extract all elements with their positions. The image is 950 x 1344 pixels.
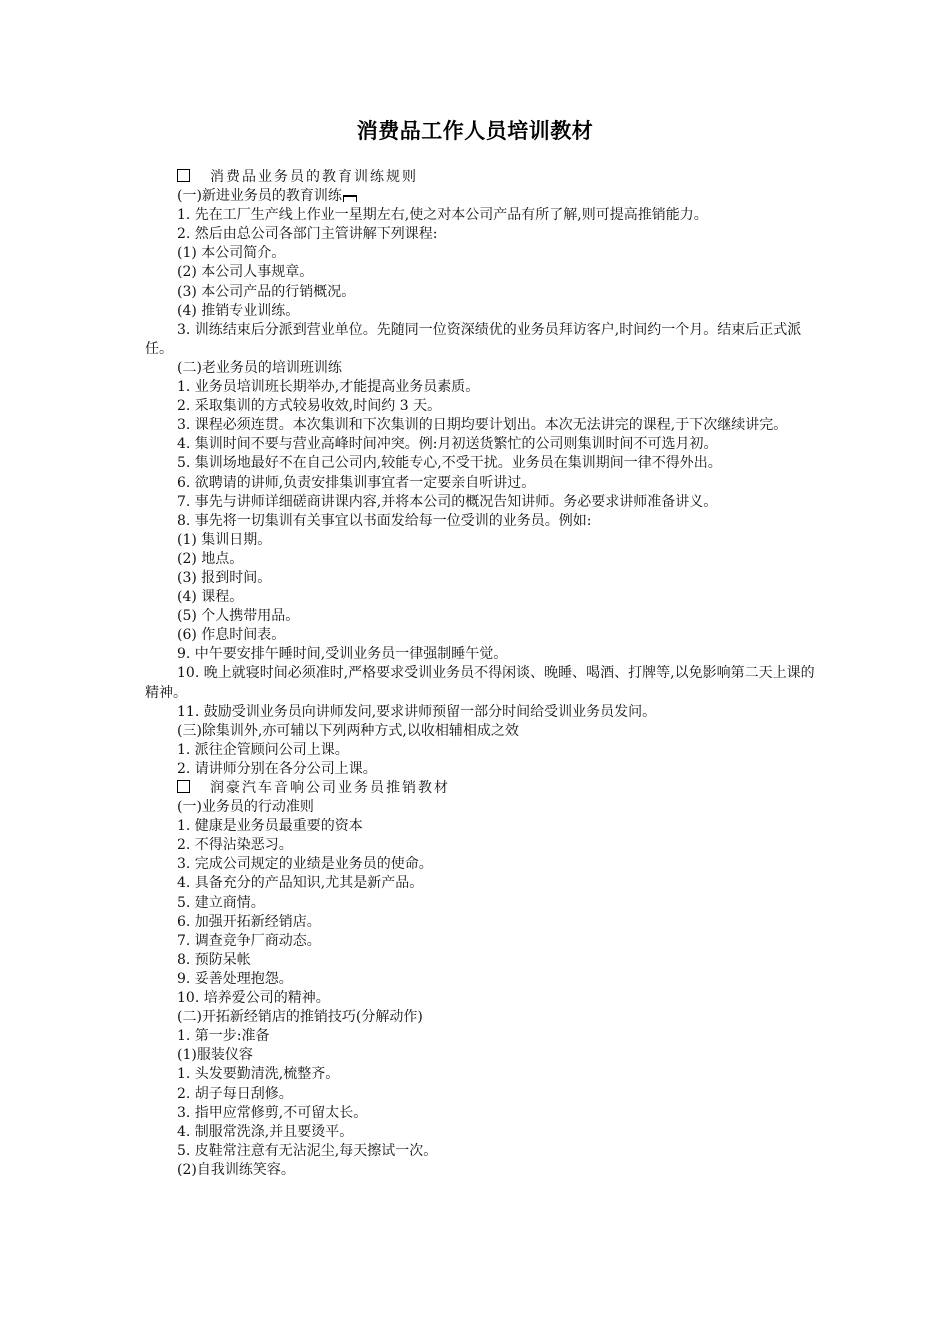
section-heading-text: 消费品业务员的教育训练规则 (210, 169, 418, 185)
paragraph: 6. 欲聘请的讲师,负责安排集训事宜者一定要亲自听讲过。 (177, 474, 536, 491)
list-item: 5. 皮鞋常注意有无沾泥尘,每天擦试一次。 (177, 1142, 438, 1159)
list-item: 1. 派往企管顾问公司上课。 (177, 741, 349, 758)
text-cursor-mark-icon (343, 195, 357, 202)
subsection-heading-text: (一)新进业务员的教育训练 (177, 188, 342, 205)
paragraph: 1. 业务员培训班长期举办,才能提高业务员素质。 (177, 379, 480, 396)
document-title: 消费品工作人员培训教材 (356, 119, 594, 143)
subsection-heading: (一)业务员的行动准则 (177, 799, 314, 816)
subsection-heading: (二)老业务员的培训班训练 (177, 359, 342, 376)
list-item: 9. 妥善处理抱怨。 (177, 970, 293, 987)
list-item: 4. 制服常洗涤,并且要烫平。 (177, 1123, 354, 1140)
section-heading-text: 润豪汽车音响公司业务员推销教材 (210, 780, 450, 796)
section-heading (145, 168, 820, 187)
list-item: 2. 请讲师分别在各分公司上课。 (177, 760, 377, 777)
list-item: 2. 不得沾染恶习。 (177, 837, 293, 854)
list-item: (4) 课程。 (177, 589, 244, 606)
list-item: 8. 预防呆帐 (177, 951, 251, 968)
list-item: (3) 报到时间。 (177, 569, 272, 586)
subsection-heading (145, 187, 820, 206)
list-item: 2. 胡子每日刮修。 (177, 1085, 293, 1102)
list-item: (2)自我训练笑容。 (177, 1161, 295, 1178)
list-item: (1) 本公司简介。 (177, 245, 286, 262)
list-item: (2) 地点。 (177, 550, 244, 567)
list-item: (3) 本公司产品的行销概况。 (177, 283, 356, 300)
checkbox-bullet-icon (177, 169, 190, 182)
paragraph: 8. 事先将一切集训有关事宜以书面发给每一位受训的业务员。例如: (177, 512, 592, 529)
list-item: 5. 建立商情。 (177, 894, 265, 911)
checkbox-bullet-icon (177, 780, 190, 793)
subsection-heading: (三)除集训外,亦可辅以下列两种方式,以收相辅相成之效 (177, 722, 519, 739)
paragraph: 5. 集训场地最好不在自己公司内,较能专心,不受干扰。业务员在集训期间一律不得外出。 (177, 455, 722, 472)
paragraph: 11. 鼓励受训业务员向讲师发问,要求讲师预留一部分时间给受训业务员发问。 (177, 703, 657, 720)
document-body (145, 168, 820, 1180)
list-item: (2) 本公司人事规章。 (177, 264, 314, 281)
paragraph: 10. 晚上就寝时间必须准时,严格要求受训业务员不得闲谈、晚睡、喝酒、打牌等,以免影响第二天上课的精神。 (145, 665, 815, 701)
paragraph: 9. 中午要安排午睡时间,受训业务员一律强制睡午觉。 (177, 646, 508, 663)
section-heading (145, 779, 820, 798)
paragraph: 4. 集训时间不要与营业高峰时间冲突。例:月初送货繁忙的公司则集训时间不可选月初。 (177, 436, 718, 453)
subsection-heading: (二)开拓新经销店的推销技巧(分解动作) (177, 1009, 423, 1026)
paragraph: 2. 然后由总公司各部门主管讲解下列课程: (177, 226, 438, 243)
paragraph: 3. 课程必须连贯。本次集训和下次集训的日期均要计划出。本次无法讲完的课程,于下次继续讲完。 (177, 417, 788, 434)
list-item: (6) 作息时间表。 (177, 627, 286, 644)
list-item: (1)服装仪容 (177, 1047, 253, 1064)
list-item: 4. 具备充分的产品知识,尤其是新产品。 (177, 875, 424, 892)
list-item: 10. 培养爱公司的精神。 (177, 990, 330, 1007)
list-item: 1. 头发要勤清洗,梳整齐。 (177, 1066, 340, 1083)
paragraph: 3. 训练结束后分派到营业单位。先随同一位资深绩优的业务员拜访客户,时间约一个月。结束后正式派任。 (145, 321, 802, 357)
list-item: 3. 指甲应常修剪,不可留太长。 (177, 1104, 368, 1121)
list-item: 1. 第一步:准备 (177, 1028, 270, 1045)
list-item: 7. 调查竞争厂商动态。 (177, 932, 321, 949)
list-item: 1. 健康是业务员最重要的资本 (177, 818, 363, 835)
list-item: (1) 集训日期。 (177, 531, 272, 548)
paragraph: 7. 事先与讲师详细磋商讲课内容,并将本公司的概况告知讲师。务必要求讲师准备讲义。 (177, 493, 718, 510)
list-item: (4) 推销专业训练。 (177, 302, 300, 319)
list-item: 6. 加强开拓新经销店。 (177, 913, 321, 930)
paragraph: 2. 采取集训的方式较易收效,时间约 3 天。 (177, 398, 442, 415)
paragraph: 1. 先在工厂生产线上作业一星期左右,使之对本公司产品有所了解,则可提高推销能力。 (177, 207, 708, 224)
list-item: (5) 个人携带用品。 (177, 608, 300, 625)
list-item: 3. 完成公司规定的业绩是业务员的使命。 (177, 856, 433, 873)
